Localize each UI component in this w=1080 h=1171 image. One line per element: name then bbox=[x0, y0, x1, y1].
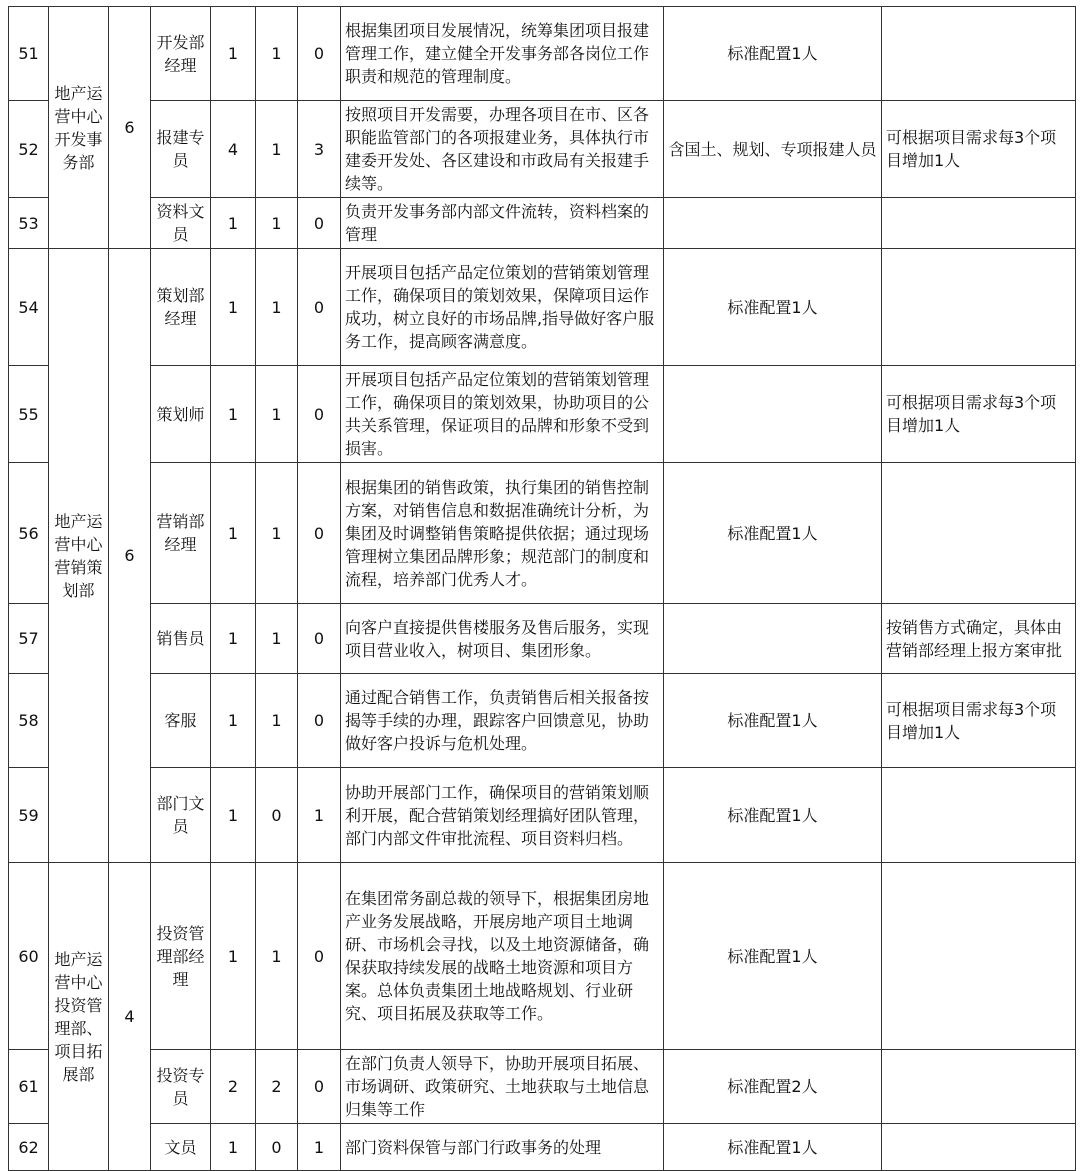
total-count: 1 bbox=[211, 604, 256, 674]
staffing-standard bbox=[664, 198, 882, 249]
table-row bbox=[9, 249, 1076, 366]
existing-count: 2 bbox=[256, 1050, 298, 1124]
staffing-standard: 标准配置1人 bbox=[664, 249, 882, 366]
existing-count: 1 bbox=[256, 249, 298, 366]
job-duty: 根据集团项目发展情况，统筹集团项目报建管理工作，建立健全开发事务部各岗位工作职责和规范的管理制度。 bbox=[341, 7, 664, 101]
position-name: 投资专员 bbox=[151, 1050, 211, 1124]
vacancy-count: 0 bbox=[298, 463, 341, 604]
department-name: 地产运营中心营销策划部 bbox=[49, 249, 109, 863]
job-duty: 在集团常务副总裁的领导下，根据集团房地产业务发展战略，开展房地产项目土地调研、市场机会寻找，以及土地资源储备，确保获取持续发展的战略土地资源和项目方案。总体负责集团土地战略规划、行业研究、项目拓展及获取等工作。 bbox=[341, 863, 664, 1050]
existing-count: 1 bbox=[256, 604, 298, 674]
vacancy-count: 3 bbox=[298, 101, 341, 198]
department-headcount: 4 bbox=[109, 863, 151, 1171]
row-number: 58 bbox=[9, 674, 49, 768]
position-name: 报建专员 bbox=[151, 101, 211, 198]
existing-count: 0 bbox=[256, 768, 298, 863]
remark bbox=[882, 863, 1076, 1050]
row-number: 51 bbox=[9, 7, 49, 101]
remark: 可根据项目需求每3个项目增加1人 bbox=[882, 101, 1076, 198]
position-name: 资料文员 bbox=[151, 198, 211, 249]
table-row bbox=[9, 768, 1076, 863]
row-number: 53 bbox=[9, 198, 49, 249]
remark bbox=[882, 768, 1076, 863]
position-name: 文员 bbox=[151, 1124, 211, 1171]
row-number: 61 bbox=[9, 1050, 49, 1124]
vacancy-count: 0 bbox=[298, 366, 341, 463]
position-name: 部门文员 bbox=[151, 768, 211, 863]
existing-count: 1 bbox=[256, 198, 298, 249]
staffing-standard: 标准配置1人 bbox=[664, 1124, 882, 1171]
total-count: 1 bbox=[211, 198, 256, 249]
staffing-standard: 标准配置1人 bbox=[664, 463, 882, 604]
position-name: 销售员 bbox=[151, 604, 211, 674]
department-name: 地产运营中心开发事务部 bbox=[49, 7, 109, 249]
table-row bbox=[9, 1050, 1076, 1124]
remark bbox=[882, 463, 1076, 604]
table-row bbox=[9, 463, 1076, 604]
position-name: 策划师 bbox=[151, 366, 211, 463]
job-duty: 在部门负责人领导下，协助开展项目拓展、市场调研、政策研究、土地获取与土地信息归集等工作 bbox=[341, 1050, 664, 1124]
vacancy-count: 0 bbox=[298, 1050, 341, 1124]
job-duty: 负责开发事务部内部文件流转，资料档案的管理 bbox=[341, 198, 664, 249]
total-count: 4 bbox=[211, 101, 256, 198]
row-number: 54 bbox=[9, 249, 49, 366]
existing-count: 1 bbox=[256, 101, 298, 198]
total-count: 1 bbox=[211, 249, 256, 366]
total-count: 1 bbox=[211, 1124, 256, 1171]
staffing-standard bbox=[664, 604, 882, 674]
table-row bbox=[9, 674, 1076, 768]
staffing-standard: 标准配置2人 bbox=[664, 1050, 882, 1124]
existing-count: 1 bbox=[256, 366, 298, 463]
vacancy-count: 0 bbox=[298, 198, 341, 249]
table-row bbox=[9, 101, 1076, 198]
staffing-standard: 含国土、规划、专项报建人员 bbox=[664, 101, 882, 198]
job-duty: 开展项目包括产品定位策划的营销策划管理工作，确保项目的策划效果，保障项目运作成功，树立良好的市场品牌,指导做好客户服务工作，提高顾客满意度。 bbox=[341, 249, 664, 366]
vacancy-count: 1 bbox=[298, 1124, 341, 1171]
total-count: 1 bbox=[211, 463, 256, 604]
department-name: 地产运营中心投资管理部、项目拓展部 bbox=[49, 863, 109, 1171]
staffing-standard: 标准配置1人 bbox=[664, 768, 882, 863]
vacancy-count: 0 bbox=[298, 674, 341, 768]
remark bbox=[882, 1124, 1076, 1171]
row-number: 60 bbox=[9, 863, 49, 1050]
job-duty: 向客户直接提供售楼服务及售后服务，实现项目营业收入，树项目、集团形象。 bbox=[341, 604, 664, 674]
total-count: 1 bbox=[211, 7, 256, 101]
table-row bbox=[9, 366, 1076, 463]
existing-count: 1 bbox=[256, 7, 298, 101]
table-row bbox=[9, 604, 1076, 674]
position-name: 客服 bbox=[151, 674, 211, 768]
row-number: 59 bbox=[9, 768, 49, 863]
vacancy-count: 0 bbox=[298, 604, 341, 674]
staffing-standard: 标准配置1人 bbox=[664, 863, 882, 1050]
vacancy-count: 0 bbox=[298, 7, 341, 101]
position-name: 策划部经理 bbox=[151, 249, 211, 366]
job-duty: 按照项目开发需要，办理各项目在市、区各职能监管部门的各项报建业务，具体执行市建委开发处、各区建设和市政局有关报建手续等。 bbox=[341, 101, 664, 198]
row-number: 52 bbox=[9, 101, 49, 198]
job-duty: 协助开展部门工作，确保项目的营销策划顺利开展，配合营销策划经理搞好团队管理，部门内部文件审批流程、项目资料归档。 bbox=[341, 768, 664, 863]
remark: 可根据项目需求每3个项目增加1人 bbox=[882, 366, 1076, 463]
row-number: 55 bbox=[9, 366, 49, 463]
position-name: 开发部经理 bbox=[151, 7, 211, 101]
total-count: 1 bbox=[211, 366, 256, 463]
vacancy-count: 0 bbox=[298, 863, 341, 1050]
remark: 按销售方式确定，具体由营销部经理上报方案审批 bbox=[882, 604, 1076, 674]
staffing-standard: 标准配置1人 bbox=[664, 7, 882, 101]
row-number: 56 bbox=[9, 463, 49, 604]
table-row bbox=[9, 863, 1076, 1050]
remark bbox=[882, 1050, 1076, 1124]
job-duty: 根据集团的销售政策，执行集团的销售控制方案，对销售信息和数据准确统计分析，为集团及时调整销售策略提供依据；通过现场管理树立集团品牌形象；规范部门的制度和流程，培养部门优秀人才。 bbox=[341, 463, 664, 604]
remark bbox=[882, 198, 1076, 249]
existing-count: 1 bbox=[256, 674, 298, 768]
remark: 可根据项目需求每3个项目增加1人 bbox=[882, 674, 1076, 768]
remark bbox=[882, 249, 1076, 366]
existing-count: 1 bbox=[256, 463, 298, 604]
staffing-standard: 标准配置1人 bbox=[664, 674, 882, 768]
department-headcount: 6 bbox=[109, 249, 151, 863]
staffing-table bbox=[8, 6, 1076, 1171]
row-number: 62 bbox=[9, 1124, 49, 1171]
table-row bbox=[9, 1124, 1076, 1171]
job-duty: 开展项目包括产品定位策划的营销策划管理工作，确保项目的策划效果，协助项目的公共关系管理，保证项目的品牌和形象不受到损害。 bbox=[341, 366, 664, 463]
staffing-standard bbox=[664, 366, 882, 463]
existing-count: 0 bbox=[256, 1124, 298, 1171]
total-count: 1 bbox=[211, 768, 256, 863]
position-name: 营销部经理 bbox=[151, 463, 211, 604]
job-duty: 通过配合销售工作，负责销售后相关报备按揭等手续的办理，跟踪客户回馈意见，协助做好客户投诉与危机处理。 bbox=[341, 674, 664, 768]
table-row bbox=[9, 198, 1076, 249]
table-row bbox=[9, 7, 1076, 101]
total-count: 2 bbox=[211, 1050, 256, 1124]
remark bbox=[882, 7, 1076, 101]
total-count: 1 bbox=[211, 863, 256, 1050]
position-name: 投资管理部经理 bbox=[151, 863, 211, 1050]
total-count: 1 bbox=[211, 674, 256, 768]
existing-count: 1 bbox=[256, 863, 298, 1050]
row-number: 57 bbox=[9, 604, 49, 674]
vacancy-count: 1 bbox=[298, 768, 341, 863]
job-duty: 部门资料保管与部门行政事务的处理 bbox=[341, 1124, 664, 1171]
vacancy-count: 0 bbox=[298, 249, 341, 366]
department-headcount: 6 bbox=[109, 7, 151, 249]
